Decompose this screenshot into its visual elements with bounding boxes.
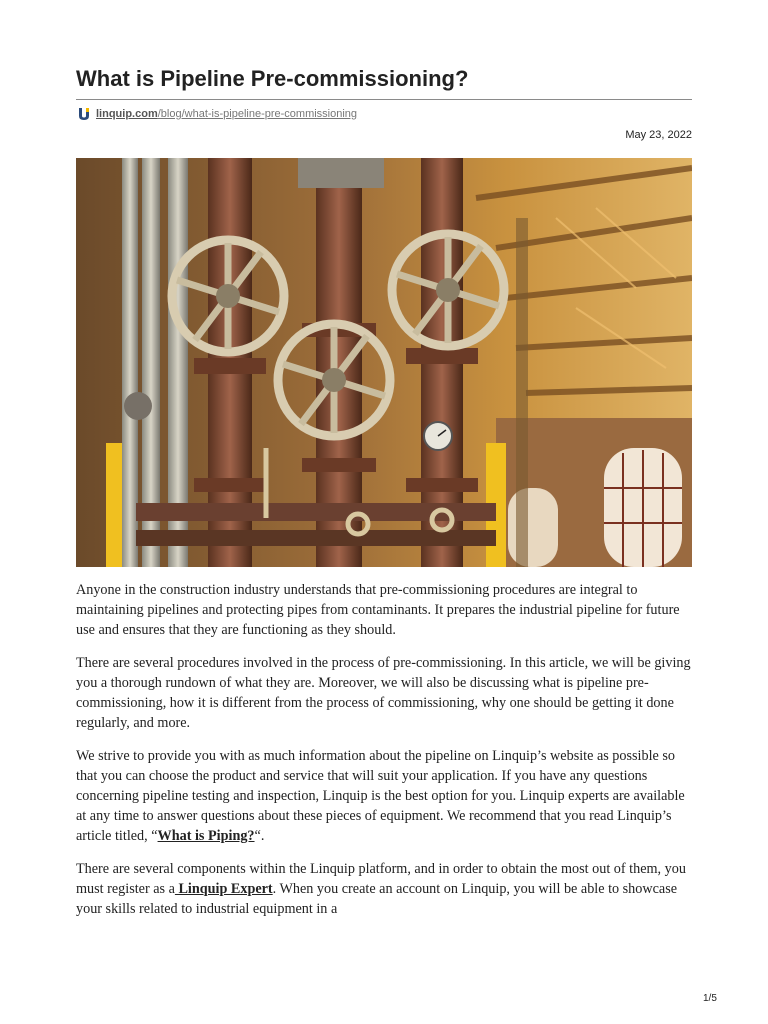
publish-date: May 23, 2022 <box>625 129 692 141</box>
paragraph-3-end: “. <box>254 828 265 844</box>
paragraph-4 <box>76 859 692 919</box>
source-domain[interactable]: linquip.com <box>96 108 158 120</box>
what-is-piping-link[interactable]: What is Piping? <box>157 828 255 844</box>
source-link[interactable] <box>76 106 357 122</box>
hero-image <box>76 158 692 567</box>
page-title: What is Pipeline Pre-commissioning? <box>76 66 469 91</box>
title-divider <box>76 99 692 100</box>
paragraph-1: Anyone in the construction industry understands that pre-commissioning procedures are integral to maintaining pipelines and protecting pipes from contaminants. It prepares the industrial pipeline for future use and ensures that they are functioning as they should. <box>76 582 680 638</box>
paragraph-4-end: . When you create an account on Linquip, you will be able to showcase your skills related to industrial equipment in a <box>76 881 678 917</box>
article-body <box>76 580 692 932</box>
linquip-logo-icon <box>76 106 92 122</box>
linquip-expert-link[interactable]: Linquip Expert <box>174 881 273 897</box>
industrial-pipes-photo-icon <box>76 158 692 567</box>
paragraph-3 <box>76 746 692 846</box>
page-number: 1/5 <box>703 993 717 1004</box>
paragraph-2: There are several procedures involved in the process of pre-commissioning. In this article, we will be giving you a thorough rundown of what they are. Moreover, we will also be discussing what is pipeline pre-commissioning, how it is different from the process of commissioning, why one should be getting it done regularly, and more. <box>76 655 691 731</box>
paragraph-3-text: We strive to provide you with as much information about the pipeline on Linquip’s website as possible so that you can choose the product and service that will suit your application. If you have any questions concerning pipeline testing and inspection, Linquip is the best option for you. Linquip experts are available at any time to answer questions about these pieces of equipment. We recommend that you read Linquip’s article titled, “ <box>76 748 685 844</box>
source-path[interactable]: /blog/what-is-pipeline-pre-commissioning <box>157 108 358 120</box>
paragraph-4-text: There are several components within the Linquip platform, and in order to obtain the most out of them, you must register as a <box>76 861 686 897</box>
